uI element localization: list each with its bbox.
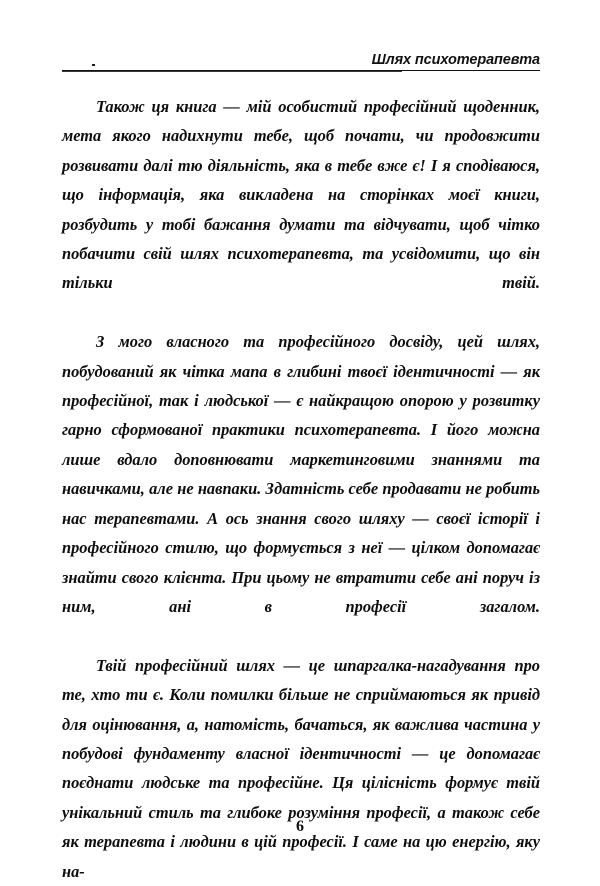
page-body — [62, 92, 540, 886]
header-divider-rule — [62, 70, 540, 71]
body-paragraph-1: Також ця книга — мій особистий професійний щоденник, мета якого надихнути тебе, щоб почати, чи продовжити розвивати далі тю діяльність, яка в тебе вже є! І я сподіваюся, що інформація, яка викладена на сторінках моєї книги, розбудить у тобі бажання думати та відчувати, щоб чітко побачити свій шлях психотерапевта, та усвідомити, що він тільки твій. — [62, 97, 540, 293]
header-ornament-dot — [92, 64, 95, 67]
page-header — [62, 42, 540, 72]
page-number: 6 — [296, 818, 304, 835]
body-paragraph-3: Твій професійний шлях — це шпаргалка-нагадування про те, хто ти є. Коли помилки більше не сприймаються як привід для оцінювання, а, натомість, бачаться, як важлива частина у побудові фундаменту власної ідентичності — це допомагає поєднати людське та професійне. Ця цілісність формує твій унікальний стиль та глибоке розуміння професії, а також себе як терапевта і людини в цій професії. І саме на цю енергію, яку на- — [62, 655, 540, 881]
body-paragraph-2: З мого власного та професійного досвіду, цей шлях, побудований як чітка мапа в глибині твоєї ідентичності — як професійної, так і людської — є найкращою опорою у розвитку гарно сформованої практики психотерапевта. І його можна лише вдало доповнювати маркетинговими знаннями та навичками, але не навпаки. Здатність себе продавати не робить нас терапевтами. А ось знання свого шляху — своєї історії і професійного стилю, що формується з неї — цілком допомагає знайти свого клієнта. При цьому не втратити себе ані поруч із ним, ані в професії загалом. — [62, 332, 540, 616]
running-head-title: Шлях психотерапевта — [371, 52, 540, 68]
